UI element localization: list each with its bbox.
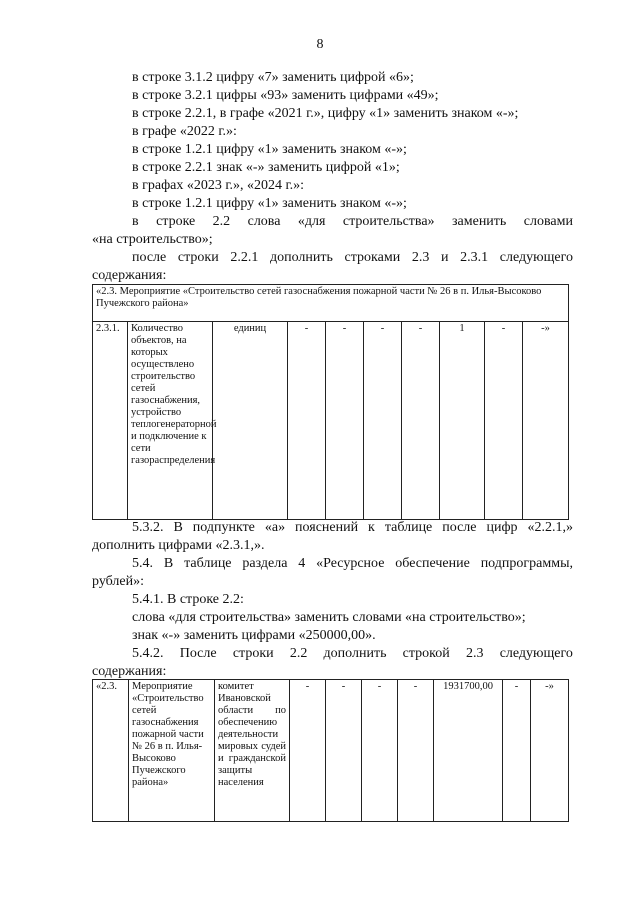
word: «для — [297, 214, 326, 229]
word: «а» — [264, 520, 286, 535]
indicator-name: Количество объектов, на которых осуществлено строительство сетей газоснабжения, устройство теплогенераторной и подключение к сети газораспределения — [128, 322, 213, 520]
paragraph-54-line-2: рублей»: — [92, 574, 144, 589]
paragraph-line-2: в строке 3.2.1 цифры «93» заменить цифрами «49»; — [132, 88, 439, 103]
word: В — [163, 556, 174, 571]
table-row — [93, 322, 569, 520]
word: после — [132, 250, 167, 265]
word: следующего — [499, 250, 573, 265]
word: подпункте — [192, 520, 255, 535]
word: 4 — [298, 556, 306, 571]
word: строкой — [402, 646, 450, 661]
paragraph-line-5: в строке 1.2.1 цифру «1» заменить знаком «-»; — [132, 142, 407, 157]
table-row — [93, 680, 569, 822]
paragraph-541-a: слова «для строительства» заменить словами «на строительство»; — [132, 610, 526, 625]
paragraph-54-line-1 — [132, 556, 573, 572]
word: строки — [232, 646, 274, 661]
word: 2.3 — [411, 250, 430, 265]
word: и — [440, 250, 449, 265]
paragraph-22-line-1 — [132, 214, 573, 230]
paragraph-542-line-2: содержания: — [92, 664, 167, 679]
word: В — [173, 520, 183, 535]
word: дополнить — [269, 250, 333, 265]
word: таблице — [184, 556, 232, 571]
word: заменить — [452, 214, 507, 229]
table-header-cell: «2.3. Мероприятие «Строительство сетей газоснабжения пожарной части № 26 в п. Илья-Высоково Пучежского района» — [93, 285, 569, 322]
word: словами — [523, 214, 573, 229]
paragraph-542-line-1 — [132, 646, 573, 662]
word: 2.3.1 — [460, 250, 489, 265]
paragraph-532-line-2: дополнить цифрами «2.3.1,». — [92, 538, 265, 553]
word: пояснений — [295, 520, 359, 535]
word: строке — [156, 214, 196, 229]
page-number: 8 — [316, 37, 324, 52]
value-cell: - — [326, 322, 364, 520]
value-cell: - — [364, 322, 402, 520]
paragraph-line-1: в строке 3.1.2 цифру «7» заменить цифрой «6»; — [132, 70, 414, 85]
word: дополнить — [323, 646, 387, 661]
word: в — [132, 214, 139, 229]
word: цифр — [486, 520, 518, 535]
word: следующего — [499, 646, 573, 661]
word: обеспечение — [395, 556, 470, 571]
value-cell: - — [290, 680, 326, 822]
row-number: 2.3.1. — [93, 322, 128, 520]
word: подпрограммы, — [480, 556, 573, 571]
word: После — [179, 646, 217, 661]
paragraph-after-line-2: содержания: — [92, 268, 167, 283]
word: строки — [177, 250, 219, 265]
value-cell: - — [362, 680, 398, 822]
paragraph-line-7: в графах «2023 г.», «2024 г.»: — [132, 178, 305, 193]
paragraph-line-8: в строке 1.2.1 цифру «1» заменить знаком «-»; — [132, 196, 407, 211]
paragraph-22-line-2: «на строительство»; — [92, 232, 213, 247]
value-cell: - — [326, 680, 362, 822]
indicators-table — [92, 284, 569, 520]
value-cell: 1 — [440, 322, 485, 520]
word: 2.2.1 — [230, 250, 259, 265]
table-header-row — [93, 285, 569, 322]
value-cell: -» — [523, 322, 569, 520]
paragraph-541: 5.4.1. В строке 2.2: — [132, 592, 244, 607]
word: 5.4. — [132, 556, 153, 571]
word: таблице — [384, 520, 433, 535]
word: 2.2 — [212, 214, 231, 229]
word: к — [368, 520, 375, 535]
value-cell: - — [288, 322, 326, 520]
word: строительства» — [342, 214, 435, 229]
word: 5.4.2. — [132, 646, 164, 661]
word: строками — [344, 250, 401, 265]
word: 5.3.2. — [132, 520, 164, 535]
value-cell: - — [402, 322, 440, 520]
word: 2.3 — [465, 646, 484, 661]
paragraph-after-line-1 — [132, 250, 573, 266]
paragraph-line-6: в строке 2.2.1 знак «-» заменить цифрой «1»; — [132, 160, 400, 175]
word: 2.2 — [289, 646, 308, 661]
word: слова — [247, 214, 281, 229]
word: после — [442, 520, 477, 535]
paragraph-541-b: знак «-» заменить цифрами «250000,00». — [132, 628, 376, 643]
executor-cell: комитет Ивановской области по обеспечению деятельности мировых судей и гражданской защиты населения — [215, 680, 290, 822]
word: раздела — [242, 556, 288, 571]
word: «Ресурсное — [316, 556, 385, 571]
value-cell: -» — [531, 680, 569, 822]
amount-cell: 1931700,00 — [434, 680, 503, 822]
paragraph-line-4: в графе «2022 г.»: — [132, 124, 237, 139]
value-cell: - — [398, 680, 434, 822]
measure-name: Мероприятие «Строительство сетей газоснабжения пожарной части № 26 в п. Илья-Высоково Пучежского района» — [129, 680, 215, 822]
unit-cell: единиц — [213, 322, 288, 520]
value-cell: - — [503, 680, 531, 822]
value-cell: - — [485, 322, 523, 520]
row-number: «2.3. — [93, 680, 129, 822]
paragraph-line-3: в строке 2.2.1, в графе «2021 г.», цифру «1» заменить знаком «-»; — [132, 106, 519, 121]
word: «2.2.1,» — [527, 520, 573, 535]
paragraph-532-line-1 — [132, 520, 573, 536]
resources-table — [92, 679, 569, 822]
